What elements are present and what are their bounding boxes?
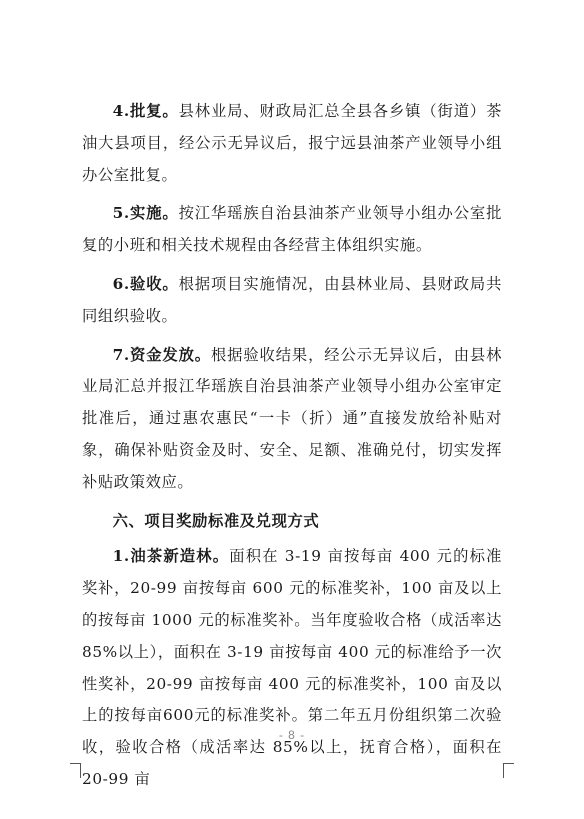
paragraph-fund-disbursement [82, 340, 502, 499]
crop-mark-bottom-right [503, 763, 514, 778]
paragraph-text: 面积在 3-19 亩按每亩 400 元的标准奖补，20-99 亩按每亩 600 元的标准奖补，100 亩及以上的按每亩 1000 元的标准奖补。当年度验收合格（成活率达 85%以上），面积在 3-19 亩按每亩 400 元的标准给予一次性奖补，20-99 亩按每亩 400 元的标准奖补，100 亩及以上的按每亩600元的标准奖补。第二年五月份组织第二次验收，验收合格（成活率达 85%以上，抚育合格），面积在 20-99 亩 [82, 547, 508, 788]
paragraph-text: 按江华瑶族自治县油茶产业领导小组办公室批复的小班和相关技术规程由各经营主体组织实施。 [82, 204, 502, 255]
paragraph-lead: 7.资金发放。 [112, 345, 211, 364]
paragraph-text: 根据验收结果，经公示无异议后，由县林业局汇总并报江华瑶族自治县油茶产业领导小组办公室审定批准后，通过惠农惠民“一卡（折）通”直接发放给补贴对象，确保补贴资金及时、安全、足额、准确兑付，切实发挥补贴政策效应。 [82, 345, 502, 491]
section-heading: 六、项目奖励标准及兑现方式 [112, 511, 320, 530]
page-number: - 8 - [278, 728, 306, 742]
paragraph-lead: 1.油茶新造林。 [112, 547, 230, 566]
paragraph-acceptance [82, 269, 502, 333]
document-body [82, 96, 508, 803]
paragraph-text: 县林业局、财政局汇总全县各乡镇（街道）茶油大县项目，经公示无异议后，报宁远县油茶产业领导小组办公室批复。 [82, 102, 502, 184]
crop-mark-bottom-left [70, 763, 81, 778]
paragraph-approval [82, 96, 502, 191]
paragraph-implementation [82, 198, 502, 262]
paragraph-text: 根据项目实施情况，由县林业局、县财政局共同组织验收。 [82, 274, 502, 325]
paragraph-lead: 4.批复。 [112, 102, 179, 120]
paragraph-lead: 5.实施。 [112, 204, 179, 223]
paragraph-lead: 6.验收。 [112, 274, 179, 293]
paragraph-new-afforestation [82, 541, 508, 795]
